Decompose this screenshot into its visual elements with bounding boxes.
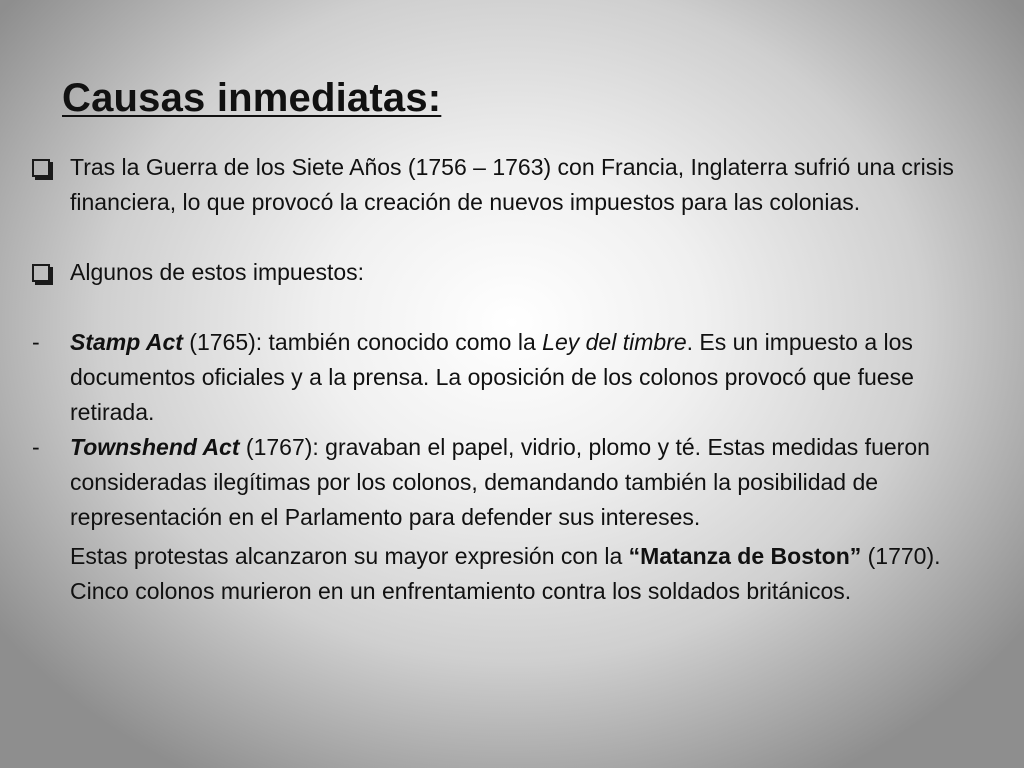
- closing-text: Estas protestas alcanzaron su mayor expresión con la: [70, 543, 629, 569]
- item-text: . Es un impuesto a los documentos oficiales y a la prensa. La oposición de los colonos provocó que fuese retirada.: [70, 329, 914, 425]
- slide-title: Causas inmediatas:: [62, 76, 442, 120]
- closing-highlight: “Matanza de Boston”: [628, 543, 862, 569]
- closing-text: (1770). Cinco colonos murieron en un enfrentamiento contra los soldados británicos.: [70, 543, 941, 604]
- list-item-stamp-act: [30, 325, 990, 430]
- item-emphasis: Ley del timbre: [542, 329, 687, 355]
- closing-paragraph: [30, 539, 990, 609]
- dash-marker: -: [32, 434, 40, 460]
- act-name: Stamp Act: [70, 329, 183, 355]
- slide-content: [30, 150, 990, 609]
- item-text: (1765): también conocido como la: [182, 329, 543, 355]
- dash-marker: -: [32, 329, 40, 355]
- bullet-text: Algunos de estos impuestos:: [70, 259, 365, 285]
- bullet-text: Tras la Guerra de los Siete Años (1756 – 1763) con Francia, Inglaterra sufrió una crisis financiera, lo que provocó la creación de nuevos impuestos para las colonias.: [70, 154, 954, 215]
- checkbox-bullet-icon: [32, 159, 50, 177]
- bullet-item-impuestos: [30, 255, 990, 290]
- list-item-townshend-act: [30, 430, 990, 535]
- act-name: Townshend Act: [70, 434, 240, 460]
- bullet-item-guerra: [30, 150, 990, 220]
- checkbox-bullet-icon: [32, 264, 50, 282]
- item-text: (1767): gravaban el papel, vidrio, plomo y té. Estas medidas fueron consideradas ilegítimas por los colonos, demandando también la posibilidad de representación en el Parlamento para defender sus intereses.: [70, 434, 930, 530]
